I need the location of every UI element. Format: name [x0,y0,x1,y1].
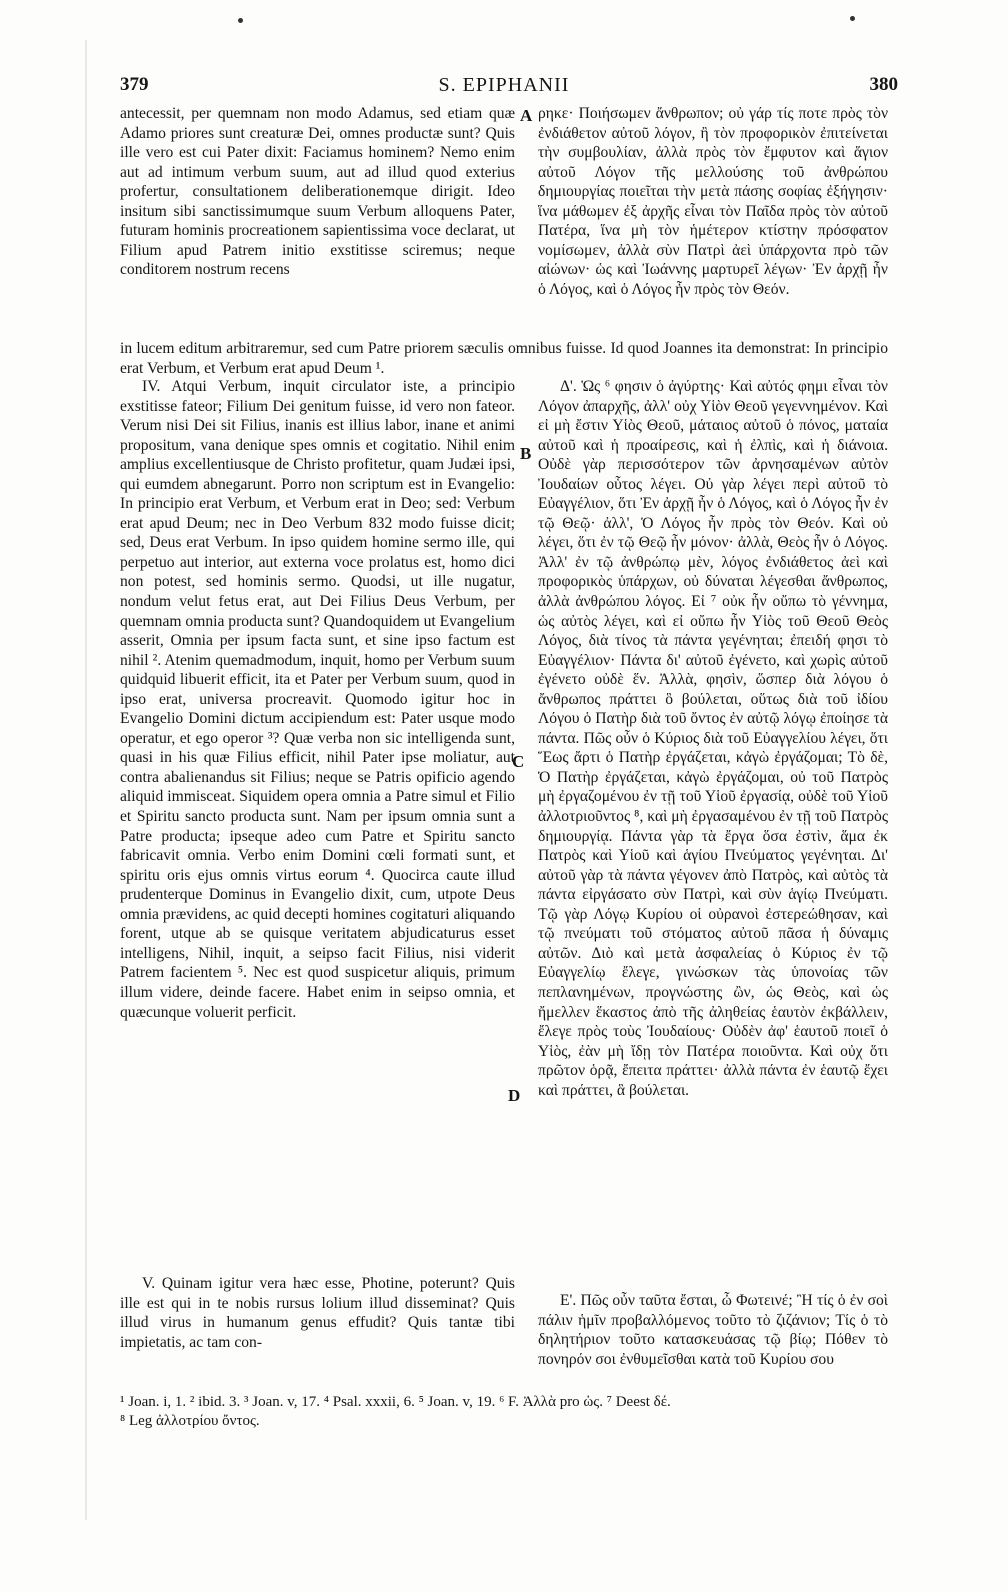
margin-letter-b: B [520,444,532,463]
footnotes [120,1393,900,1431]
scan-speck [238,18,243,23]
latin-column-section-v [120,1274,515,1352]
latin-paragraph-iv: IV. Atqui Verbum, inquit circulator iste, a principio exstitisse fateor; Filium Dei genitum fuisse, id vero non fateor. Verum nisi Dei sit Filius, inanis est illius labor, inane et animi propositum, vana denique spes omnis et cogitatio. Nihil enim amplius excellentiusque de Christo profitetur, quam Judæi ipsi, qui eumdem abnegarunt. Porro non scriptum est in Evangelio: In principio erat Verbum, et Verbum erat in Deo; sed: Verbum erat apud Deum; nec in Deo Verbum 832 modo fuisse dicit; sed, Deus erat Verbum. In ipso quidem homine sermo ille, qui perpetuo aut interior, aut externa voce prolatus est, homo dici non potest, sed hominis sermo. Quodsi, ut ille nugatur, nondum velut fetus erat, aut Dei Filius Deus Verbum, per quemnam omnia producta sunt? Quandoquidem ut Evangelium asserit, Omnia per ipsum facta sunt, et sine ipso factum est nihil ². Atenim quemadmodum, inquit, homo per Verbum suum quidquid libuerit efficit, ita et Pater per Verbum suum, quod in ipso erat, universa procreavit. Quomodo igitur hoc in Evangelio Domini dictum accipiendum est: Pater usque modo operatur, et ego operor ³? Quæ verba non sic intelligenda sunt, quasi in his quæ Filius efficit, nihil Pater ipse moliatur, aut contra abalienandus sit Filius; neque se Patris opificio agendo aliquid immisceat. Siquidem opera omnia a Patre simul et Filio et Spiritu sancto producta sunt. Nam per ipsum omnia sunt a Patre producta; ipseque adeo cum Patre et Spiritu sancto fabricavit omnia. Verbo enim Domini cœli formati sunt, et spiritu oris ejus omnis virtus eorum ⁴. Quocirca caute illud prudenterque Dominus in Evangelio dixit, cum, utpote Deus omnia prævidens, ac quid decepti homines cogitaturi aliquando forent, utque ab se quisque veritatem abjudicaturus esset intelligens, Nihil, inquit, a seipso facit Filius, nisi viderit Patrem facientem ⁵. Nec est quod suspicetur aliquis, primum illum videre, deinde facere. Habet enim in seipso omnia, et quæcunque voluerit perficit. [120,378,515,1021]
latin-paragraph-v: V. Quinam igitur vera hæc esse, Photine, poterunt? Quis ille est qui in te nobis rursus lolium illud disseminat? Quis illud virus in humanum genus effudit? Quis tantæ tibi impietatis, ac tam con- [120,1275,515,1351]
running-header [0,74,1008,104]
page-number-left: 379 [120,74,149,95]
margin-letter-a: A [520,106,533,125]
latin-column-section-iv [120,377,515,1022]
scan-edge [85,40,87,1520]
running-title: S. EPIPHANII [438,74,570,96]
scan-speck [850,16,855,21]
footnote-line: ¹ Joan. i, 1. ² ibid. 3. ³ Joan. v, 17. ⁴ Psal. xxxii, 6. ⁵ Joan. v, 19. ⁶ F. Ἀλλὰ pro ὡς. ⁷ Deest δέ. [120,1394,671,1410]
footnote-line: ⁸ Leg ἀλλοτρίου ὄντος. [120,1413,260,1429]
greek-column-top [538,104,888,299]
latin-paragraph: antecessit, per quemnam non modo Adamus, sed etiam quæ Adamo priores sunt creaturæ Dei, omnes productæ sunt? Quis ille vero est cui Pater dixit: Faciamus hominem? Nemo enim aut ad intimum verbum suum, aut ad illud quod exterius profertur, consultationem deliberationemque dirigit. Ideo insitum sibi sanctissimumque suum Verbum alloquens Pater, futuram hominis procreationem sapientissima voce declarat, ut Filium apud Patrem initio exstitisse sciremus; neque conditorem nostrum recens [120,105,515,279]
greek-column-section-iv [538,377,888,1100]
margin-letter-c: C [512,752,525,771]
greek-paragraph-iv: Δ'. Ὡς ⁶ φησιν ὁ ἀγύρτης· Καὶ αὐτός φημι εἶναι τὸν Λόγον ἀπαρχῆς, ἀλλ' οὐχ Υἱὸν Θεοῦ γεγεννημένον. Καὶ εἰ μὴ ἔστιν Υἱὸς Θεοῦ, μάταιος αὐτοῦ ὁ πόνος, ματαία αὐτοῦ καὶ ἡ προαίρεσις, καὶ ἡ ἐλπὶς, καὶ ἡ διάνοια. Οὐδὲ γὰρ περισσότερον τῶν ἀρνησαμένων αὐτὸν Ἰουδαίων οὗτος λέγει. Οὐ γὰρ λέγει περὶ αὐτοῦ τὸ Εὐαγγέλιον, ὅτι Ἐν ἀρχῇ ἦν ὁ Λόγος, καὶ ὁ Λόγος ἦν ἐν τῷ Θεῷ· ἀλλ', Ὁ Λόγος ἦν πρὸς τὸν Θεόν. Καὶ οὐ λέγει, ὅτι ἐν τῷ Θεῷ ἦν μόνον· ἀλλὰ, Θεὸς ἦν ὁ Λόγος. Ἀλλ' ἐν τῷ ἀνθρώπῳ μὲν, λόγος ἐνδιάθετος ἀεὶ καὶ προφορικὸς ὑπάρχων, οὐ δύναται λέγεσθαι ἄνθρωπος, ἀλλὰ ἀνθρώπου λόγος. Εἰ ⁷ οὐκ ἦν οὔπω τὸ γέννημα, ὡς αὐτὸς λέγει, καὶ εἰ οὔπω ἦν Υἱὸς τοῦ Θεοῦ Θεὸς Λόγος, διὰ τίνος τὰ πάντα γεγένηται; ἐπειδή φησι τὸ Εὐαγγέλιον· Πάντα δι' αὐτοῦ ἐγένετο, καὶ χωρὶς αὐτοῦ ἐγένετο οὐδὲ ἕν. Ἀλλὰ, φησὶν, ὥσπερ διὰ λόγου ὁ ἄνθρωπος πράττει ὃ βούλεται, οὕτως διὰ τοῦ ἰδίου Λόγου ὁ Πατὴρ διὰ τοῦ ὄντος ἐν αὐτῷ λόγῳ ἐποίησε τὰ πάντα. Πῶς οὖν ὁ Κύριος διὰ τοῦ Εὐαγγελίου λέγει, ὅτι Ἕως ἄρτι ὁ Πατὴρ ἐργάζεται, κἀγὼ ἐργάζομαι; Τὸ δὲ, Ὁ Πατὴρ ἐργάζεται, κἀγὼ ἐργάζομαι, οὐ τοῦ Πατρὸς μὴ ἐργαζομένου ἐν τῇ τοῦ Υἱοῦ ἐργασίᾳ, οὐδὲ τοῦ Υἱοῦ ἀλλοτριοῦντος ⁸, καὶ μὴ ἐργασαμένου ἐν τῇ τοῦ Πατρὸς δημιουργίᾳ. Πάντα γὰρ τὰ ἔργα ὅσα ἐστὶν, ἅμα ἐκ Πατρὸς καὶ Υἱοῦ καὶ ἁγίου Πνεύματος γεγένηται. Δι' αὐτοῦ γὰρ τὰ πάντα γέγονεν ἀπὸ Πατρὸς, καὶ αὐτὸς τὰ πάντα εἰργάσατο σὺν Πατρὶ, καὶ σὺν ἁγίῳ Πνεύματι. Τῷ γὰρ Λόγῳ Κυρίου οἱ οὐρανοὶ ἐστερεώθησαν, καὶ τῷ πνεύματι τοῦ στόματος αὐτοῦ πᾶσα ἡ δύναμις αὐτῶν. Διὸ καὶ μετὰ ἀσφαλείας ὁ Κύριος ἐν τῷ Εὐαγγελίῳ ἔλεγε, γινώσκων τὰς ὑπονοίας τῶν πεπλανημένων, προγνώστης ὢν, ὡς Θεὸς, καὶ ὡς ἤμελλεν ἕκαστος ἀπὸ τῆς ἀληθείας ἑαυτὸν ἐκβάλλειν, ἔλεγε πρὸς τοὺς Ἰουδαίους· Οὐδὲν ἀφ' ἑαυτοῦ ποιεῖ ὁ Υἱὸς, ἐὰν μὴ ἴδῃ τὸν Πατέρα ποιοῦντα. Καὶ οὐχ ὅτι πρῶτον ὁρᾷ, ἔπειτα πράττει· ἀλλὰ πάντα ἐν ἑαυτῷ ἔχει καὶ πράττει, ἃ βούλεται. [538,378,888,1099]
page-number-right: 380 [869,74,898,95]
latin-paragraph: in lucem editum arbitraremur, sed cum Patre priorem sæculis omnibus fuisse. Id quod Joannes ita demonstrat: In principio erat Verbum, et Verbum erat apud Deum ¹. [120,340,888,377]
latin-column-top [120,104,515,280]
latin-full-width-line [120,339,888,379]
margin-letter-d: D [508,1086,521,1105]
greek-paragraph: ρηκε· Ποιήσωμεν ἄνθρωπον; οὐ γάρ τίς ποτε πρὸς τὸν ἐνδιάθετον αὐτοῦ λόγον, ἢ τὸν προφορικὸν ἐπιτείνεται τὴν συμβουλίαν, ἀλλὰ πρὸς τὸν ἔμφυτον καὶ ἅγιον αὐτοῦ Λόγον τῆς μελλούσης τοῦ ἀνθρώπου δημιουργίας ποιεῖται τὴν μετὰ πάσης σοφίας ἐξήγησιν· ἵνα μάθωμεν ἐξ ἀρχῆς εἶναι τὸν Παῖδα πρὸς τὸν αὐτοῦ Πατέρα, ἵνα μὴ τὸν ἡμέτερον κτίστην πρόσφατον νομίσωμεν, ἀλλὰ σὺν Πατρὶ ἀεὶ ὑπάρχοντα πρὸ τῶν αἰώνων· ὡς καὶ Ἰωάννης μαρτυρεῖ λέγων· Ἐν ἀρχῇ ἦν ὁ Λόγος, καὶ ὁ Λόγος ἦν πρὸς τὸν Θεόν. [538,105,888,298]
greek-column-section-v [538,1291,888,1369]
greek-paragraph-v: Ε'. Πῶς οὖν ταῦτα ἔσται, ὦ Φωτεινέ; Ἢ τίς ὁ ἐν σοὶ πάλιν ἡμῖν προβαλλόμενος τοῦτο τὸ ζιζάνιον; Τίς ὁ τὸ δηλητήριον τοῦτο κατασκευάσας τῷ βίῳ; Πόθεν τὸ πονηρόν σοι ἐνθυμεῖσθαι κατὰ τοῦ Κυρίου σου [538,1292,888,1368]
